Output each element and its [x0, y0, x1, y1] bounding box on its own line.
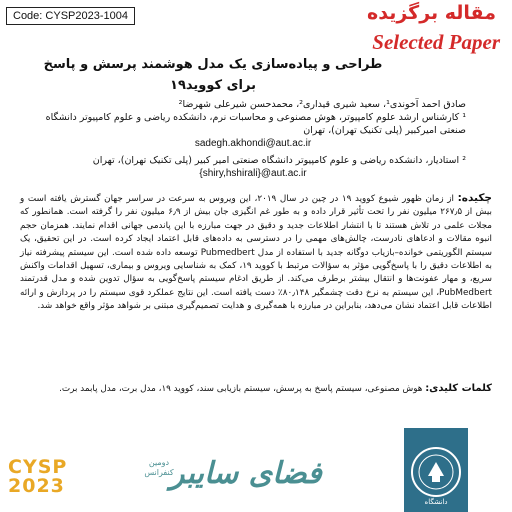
footer — [0, 428, 512, 512]
selected-paper-fa: مقاله برگزیده — [367, 2, 496, 24]
paper-title: طراحی و پیاده‌سازی یک مدل هوشمند پرسش و پاسخ برای کووید۱۹ — [43, 57, 383, 93]
author-block — [40, 98, 466, 180]
affiliation-2: ² استادیار، دانشکده ریاضی و علوم کامپیوتر دانشگاه صنعتی امیر کبیر (پلی تکنیک تهران)، تهران — [92, 155, 466, 166]
conference-subtitle: دومین کنفرانس — [144, 458, 174, 477]
keywords-text: هوش مصنوعی، سیستم پاسخ به پرسش، سیستم بازیابی سند، کووید ۱۹، مدل برت، مدل پابمد برت. — [59, 384, 423, 394]
university-logo-icon — [404, 428, 468, 512]
abstract-label: چکیده: — [457, 192, 493, 204]
cysp-logo — [8, 458, 67, 496]
cysp-line1: CYSP — [8, 456, 68, 478]
paper-code: Code: CYSP2023-1004 — [6, 7, 135, 25]
university-logo-text: دانشگاه — [424, 498, 448, 506]
keywords-label: کلمات کلیدی: — [425, 383, 492, 394]
abstract-text: از زمان ظهور شیوع کووید ۱۹ در چین در سال ۲۰۱۹، این ویروس به سرعت در سراسر جهان گسترش یافته است و بیش از ۲۶۷٫۵ میلیون نفر را تحت تأثیر قرار داده و به طور غم انگیزی جان بیش از ۶٫۹ میلیون نفر را گرفته است. همانطور که مجلات علمی در تلاش هستند تا با انتشار اطلاعات جدید و دقیق در جهت مبارزه با این پاندمی جهانی اقدام نمایند. همزمان حجم انبوه مقالات و ادعاهای نادرست، چالش‌های مهمی را در دسترسی به داده‌های قابل اعتماد ایجاد کرده است. در این تحقیق، یک سیستم الگوریتمی خوانده–بازیاب دوگانه جدید با استفاده از مدل Pubmedbert توسعه داده شده است. این سیستم پیشرفته نیاز به اطلاعات دقیق را با پاسخ‌گویی مؤثر به سؤالات مرتبط با کووید ۱۹، کمک به شناسایی ویروس و بیماری، تسهیل اقدامات واکنش سریع، و مهار عفونت‌ها و انتقال بیشتر برطرف می‌کند. از طریق ادغام سیستم پاسخ‌گویی به سؤال تدوین شده و مدل قدرتمند PubMedbert، این سیستم به نرخ دقت چشمگیر ۸۰٫۱۴۸٪ دست یافته است. این نتایج عملکرد قوی سیستم را در پردازش و ارائه اطلاعات قابل اعتماد نشان می‌دهد، بنابراین در مبارزه با همه‌گیری و هدایت تصمیم‌گیری مبتنی بر شواهد مؤثر واقع خواهد شد. — [20, 194, 493, 312]
keywords — [20, 382, 492, 396]
conference-brand: فضای سایبر — [170, 456, 322, 491]
cysp-line2: 2023 — [8, 475, 65, 497]
email-1: sadegh.akhondi@aut.ac.ir — [194, 138, 312, 149]
email-2: {shiry,hshirali}@aut.ac.ir — [199, 168, 307, 179]
affiliation-1: ¹ کارشناس ارشد علوم کامپیوتر، هوش مصنوعی و محاسبات نرم، دانشکده ریاضی و علوم کامپیوتر دانشگاه صنعتی امیرکبیر (پلی تکنیک تهران)، تهران — [45, 112, 466, 136]
abstract — [20, 192, 492, 314]
selected-paper-en: Selected Paper — [372, 30, 500, 54]
author-names: صادق احمد آخوندی¹، سعید شیری قیداری²، محمدحسن شیرعلی شهرضا² — [178, 99, 466, 110]
